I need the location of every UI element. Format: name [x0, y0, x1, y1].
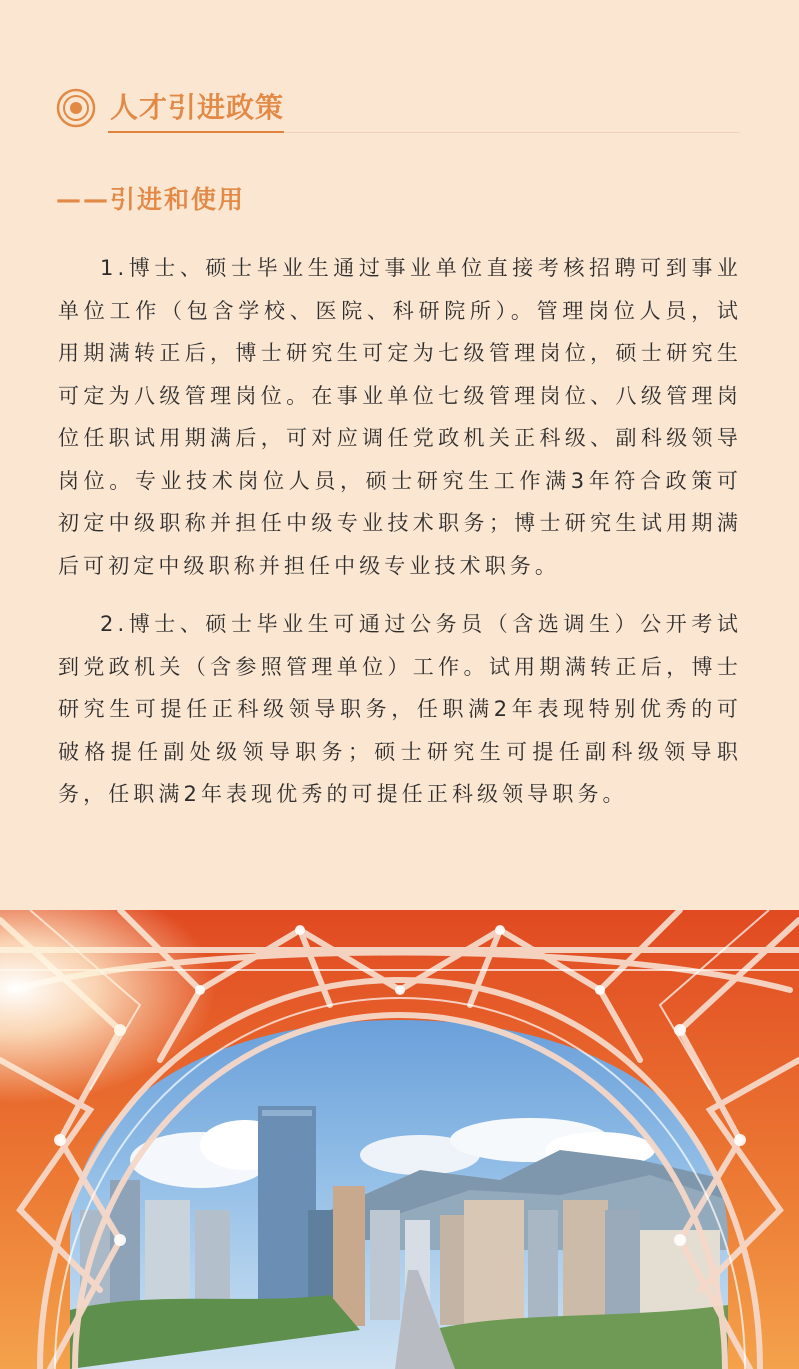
target-circle-icon — [56, 88, 96, 128]
policy-text — [58, 247, 742, 816]
subsection-title: ——引进和使用 — [56, 185, 246, 214]
policy-paragraph-2: 2.博士、硕士毕业生可通过公务员（含选调生）公开考试到党政机关（含参照管理单位）工作。试用期满转正后，博士研究生可提任正科级领导职务，任职满2年表现特别优秀的可破格提任副处级领导职务；硕士研究生可提任副科级领导职务，任职满2年表现优秀的可提任正科级领导职务。 — [58, 612, 742, 806]
title-underline — [108, 131, 284, 133]
section-header — [56, 88, 740, 136]
section-title: 人才引进政策 — [110, 91, 285, 124]
policy-paragraph-1: 1.博士、硕士毕业生通过事业单位直接考核招聘可到事业单位工作（包含学校、医院、科研院所）。管理岗位人员，试用期满转正后，博士研究生可定为七级管理岗位，硕士研究生可定为八级管理岗位。在事业单位七级管理岗位、八级管理岗位任职试用期满后，可对应调任党政机关正科级、副科级领导岗位。专业技术岗位人员，硕士研究生工作满3年符合政策可初定中级职称并担任中级专业技术职务；博士研究生试用期满后可初定中级职称并担任中级专业技术职务。 — [58, 256, 742, 578]
header-divider — [284, 132, 740, 133]
city-photo-through-arch — [0, 910, 799, 1369]
city-arch-illustration — [0, 910, 799, 1369]
